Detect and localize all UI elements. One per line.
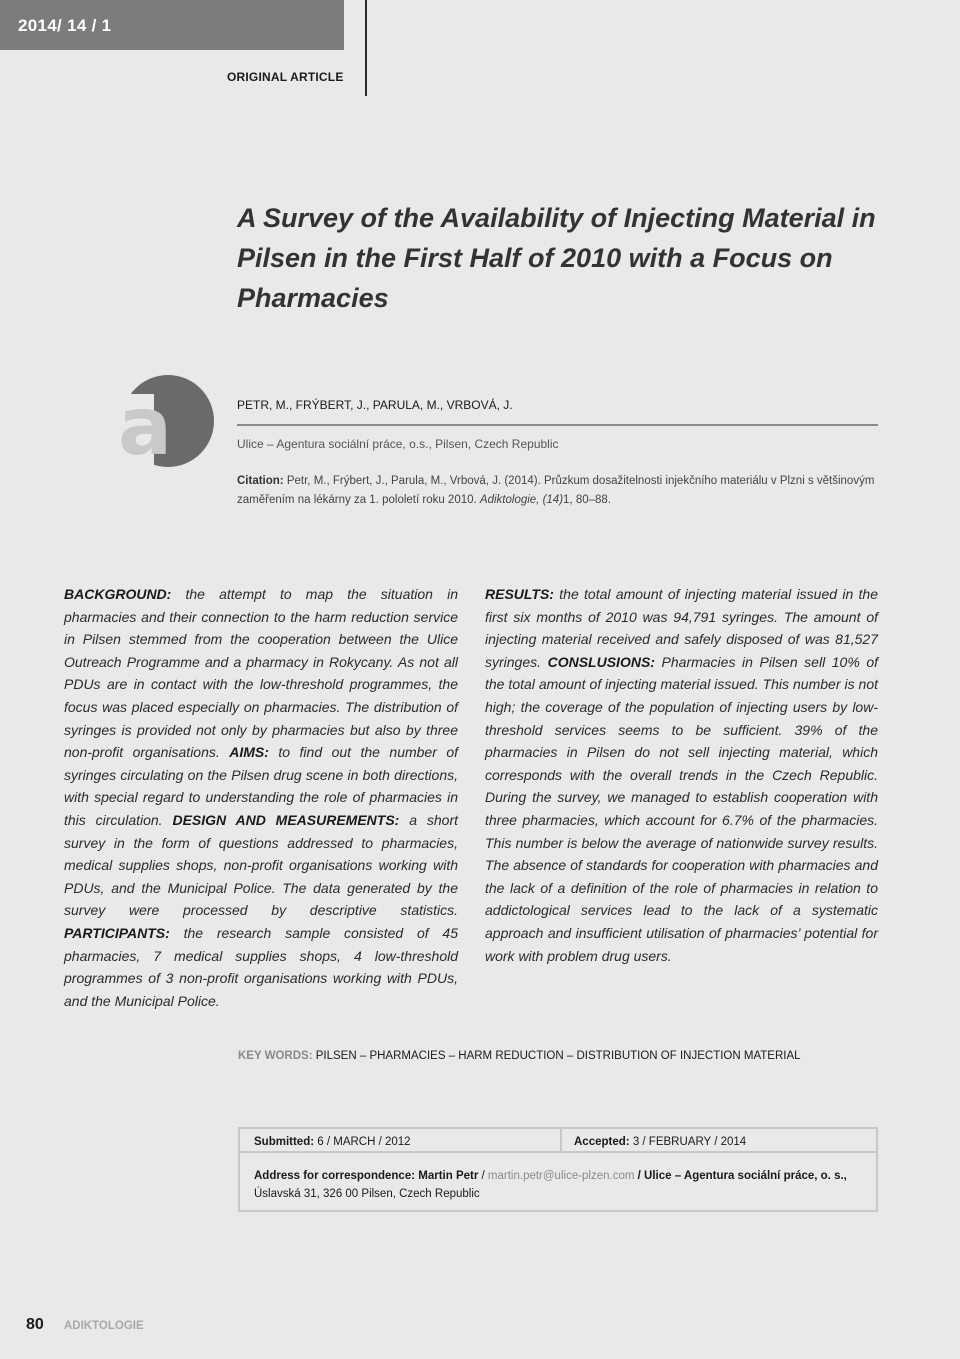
- accepted-label: Accepted:: [574, 1136, 630, 1148]
- correspondence-org: / Ulice – Agentura sociální práce, o. s.,: [634, 1170, 847, 1182]
- svg-text:a: a: [118, 380, 172, 470]
- page-number: 80: [26, 1316, 44, 1333]
- abstract-left-column: [64, 583, 458, 1012]
- conclusions-label: CONSLUSIONS:: [547, 653, 655, 670]
- accepted-date: [574, 1136, 746, 1148]
- submitted-label: Submitted:: [254, 1136, 315, 1148]
- correspondence-label: Address for correspondence:: [254, 1170, 416, 1182]
- journal-name-footer: ADIKTOLOGIE: [64, 1320, 144, 1332]
- abstract-right-column: [485, 583, 878, 967]
- keywords-label: KEY WORDS:: [238, 1050, 313, 1062]
- aims-label: AIMS:: [229, 744, 269, 761]
- header-divider: [365, 0, 367, 96]
- authors: PETR, M., FRÝBERT, J., PARULA, M., VRBOVÁ, J.: [237, 398, 513, 412]
- aims-text: to find out the number of syringes circulating on the Pilsen drug scene in both directions, with special regard to understanding the role of pharmacies in this circulation.: [64, 744, 459, 828]
- article-info-box: [238, 1127, 878, 1212]
- background-text: the attempt to map the situation in pharmacies and their connection to the harm reduction service in Pilsen stemmed from the cooperation between the Ulice Outreach Programme and a pharmacy in Rokycany. As not all PDUs are in contact with the low-threshold programmes, the focus was placed especially on pharmacies. The distribution of syringes is provided not only by pharmacies but also by three non-profit organisations.: [64, 586, 459, 761]
- issue-header-band: [0, 0, 344, 50]
- participants-label: PARTICIPANTS:: [64, 924, 170, 941]
- citation: [237, 472, 887, 510]
- correspondence: Address for correspondence: Martin Petr / martin.petr@ulice-plzen.com / Ulice – Agentura sociální práce, o. s., Úslavská 31, 326 00 Pilsen, Czech Republic: [254, 1170, 847, 1200]
- background-label: BACKGROUND:: [64, 586, 172, 602]
- correspondence-address: Úslavská 31, 326 00 Pilsen, Czech Republic: [254, 1188, 480, 1200]
- correspondence-email-link[interactable]: martin.petr@ulice-plzen.com: [487, 1170, 635, 1182]
- article-title: A Survey of the Availability of Injecting Material in Pilsen in the First Half of 2010 with a Focus on Pharmacies: [237, 203, 876, 313]
- keywords: [238, 1050, 801, 1062]
- citation-journal: Adiktologie, (14): [479, 494, 564, 506]
- submitted-value: 6 / MARCH / 2012: [317, 1136, 411, 1148]
- participants-text: the research sample consisted of 45 pharmacies, 7 medical supplies shops, 4 low-threshold programmes of 3 non-profit organisations working with PDUs, and the Municipal Police.: [64, 924, 458, 1009]
- journal-logo-icon: [116, 374, 216, 470]
- affiliation-rule: [237, 424, 878, 426]
- article-type: ORIGINAL ARTICLE: [227, 70, 344, 84]
- citation-label: Citation:: [237, 475, 284, 487]
- correspondence-name: Martin Petr: [418, 1170, 479, 1182]
- results-label: RESULTS:: [485, 586, 554, 602]
- citation-text: Petr, M., Frýbert, J., Parula, M., Vrbová, J. (2014). Průzkum dosažitelnosti injekčního materiálu v Plzni s většinovým zaměřením na lékárny za 1. pololetí roku 2010.: [237, 475, 875, 506]
- affiliation: Ulice – Agentura sociální práce, o.s., Pilsen, Czech Republic: [237, 437, 559, 451]
- citation-pages: 1, 80–88.: [563, 494, 611, 506]
- keywords-text: PILSEN – PHARMACIES – HARM REDUCTION – DISTRIBUTION OF INJECTION MATERIAL: [315, 1050, 801, 1062]
- design-label: DESIGN AND MEASUREMENTS:: [172, 811, 400, 828]
- issue-label: 2014/ 14 / 1: [18, 16, 112, 35]
- accepted-value: 3 / FEBRUARY / 2014: [632, 1136, 747, 1148]
- submitted-date: [254, 1136, 411, 1148]
- results-text: the total amount of injecting material issued in the first six months of 2010 was 94,791 syringes. The amount of injecting material received and safely disposed of was 81,527 syringes.: [485, 586, 878, 670]
- conclusions-text: Pharmacies in Pilsen sell 10% of the total amount of injecting material issued. This number is not high; the coverage of the population of injecting users by low-threshold services seems to be sufficient. 39% of the pharmacies in Pilsen do not sell injecting material, which corresponds with the overall trends in the Czech Republic. During the survey, we managed to establish cooperation with three pharmacies, which account for 6.7% of the pharmacies. This number is below the average of nationwide survey results. The absence of standards for cooperation with pharmacies and the lack of a definition of the role of pharmacies in relation to addictological services lead to the lack of a systematic approach and insufficient utilisation of pharmacies’ potential for work with problem drug users.: [485, 653, 879, 964]
- design-text: a short survey in the form of questions addressed to pharmacies, medical supplies shops, non-profit organisations working with PDUs, and the Municipal Police. The data generated by the survey were processed by descriptive statistics.: [64, 811, 459, 919]
